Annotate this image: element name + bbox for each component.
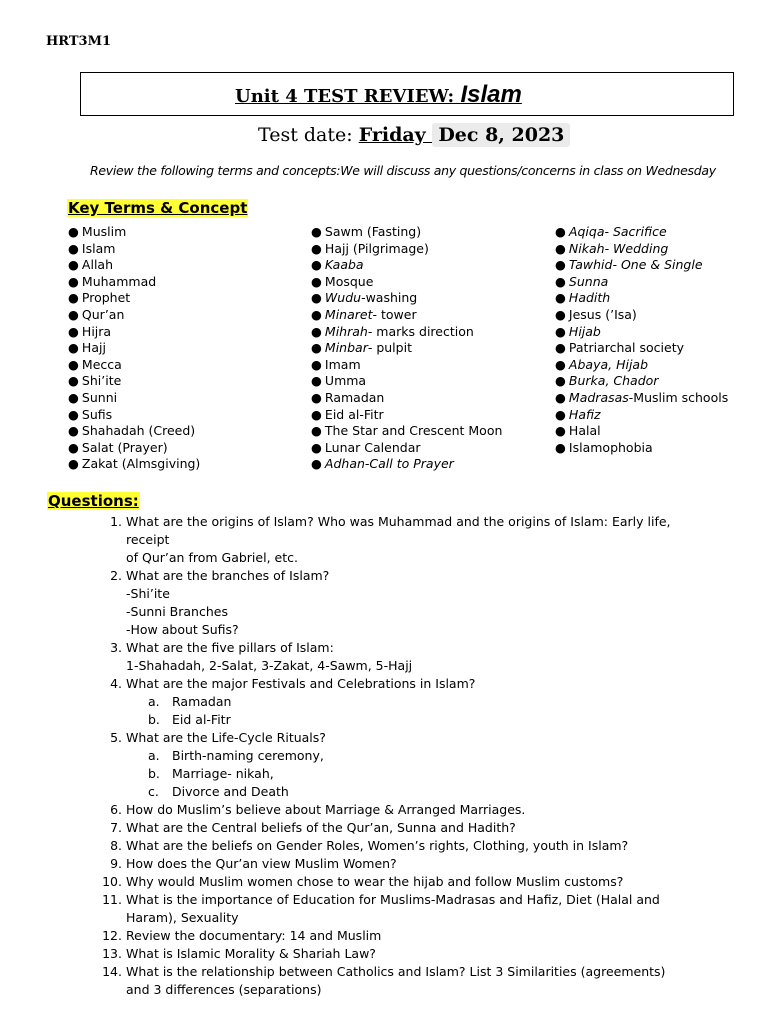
term-text: -Muslim schools <box>628 389 729 405</box>
bullet-icon: ● <box>311 373 322 389</box>
term-text: Prophet <box>81 290 131 306</box>
question-number: 9. <box>110 856 122 871</box>
bullet-icon: ● <box>555 257 566 273</box>
question-text: What is Islamic Morality & Shariah Law? <box>126 946 376 961</box>
term-text: Hijra <box>81 323 112 339</box>
terms-column-3 <box>555 224 728 456</box>
question-item <box>102 945 701 963</box>
term-item <box>311 357 502 374</box>
term-item <box>555 373 728 390</box>
question-number: 4. <box>110 676 122 691</box>
bullet-icon: ● <box>68 406 79 422</box>
term-text: Shi’ite <box>81 373 122 389</box>
terms-column-2 <box>311 224 502 473</box>
bullet-icon: ● <box>311 356 322 372</box>
term-italic: Aqiqa- Sacrifice <box>568 224 667 239</box>
page-title <box>235 81 522 109</box>
bullet-icon: ● <box>311 323 322 339</box>
bullet-icon: ● <box>68 439 79 455</box>
bullet-icon: ● <box>555 389 566 405</box>
bullet-icon: ● <box>311 456 322 472</box>
sub-item-text: Birth-naming ceremony, <box>172 748 324 763</box>
bullet-icon: ● <box>311 224 322 239</box>
question-text: and 3 differences (separations) <box>126 982 322 997</box>
bullet-icon: ● <box>555 224 566 239</box>
question-text: What are the beliefs on Gender Roles, Women’s rights, Clothing, youth in Islam? <box>126 838 629 853</box>
instructions: Review the following terms and concepts:We will discuss any questions/concerns in class on Wednesday <box>90 163 716 178</box>
bullet-icon: ● <box>68 423 79 439</box>
term-italic: Hijab <box>568 323 601 339</box>
term-item <box>555 257 728 274</box>
term-item <box>555 324 728 341</box>
question-item <box>102 927 701 945</box>
term-item <box>68 423 200 440</box>
bullet-icon: ● <box>68 389 79 405</box>
term-text: - pulpit <box>367 340 412 356</box>
bullet-icon: ● <box>555 290 566 306</box>
question-number: 11. <box>102 892 122 907</box>
bullet-icon: ● <box>68 224 79 239</box>
term-item <box>311 373 502 390</box>
terms-column-1 <box>68 224 200 473</box>
bullet-icon: ● <box>555 273 566 289</box>
title-prefix: Unit 4 TEST REVIEW: <box>235 86 461 107</box>
term-italic: Minbar <box>324 340 368 356</box>
term-text: Sawm (Fasting) <box>324 224 422 239</box>
sub-item-text: Ramadan <box>172 694 232 709</box>
term-text: Islam <box>81 240 116 256</box>
bullet-icon: ● <box>311 340 322 356</box>
term-item <box>68 357 200 374</box>
term-italic: Wudu <box>324 290 362 306</box>
term-item <box>311 407 502 424</box>
question-number: 3. <box>110 640 122 655</box>
bullet-icon: ● <box>311 406 322 422</box>
bullet-icon: ● <box>555 306 566 322</box>
bullet-icon: ● <box>555 240 566 256</box>
bullet-icon: ● <box>311 439 322 455</box>
question-item <box>102 873 701 891</box>
bullet-icon: ● <box>311 290 322 306</box>
sub-item <box>126 765 701 783</box>
term-text: Sufis <box>81 406 113 422</box>
term-item <box>555 307 728 324</box>
term-item <box>311 390 502 407</box>
bullet-icon: ● <box>68 290 79 306</box>
bullet-icon: ● <box>68 273 79 289</box>
term-italic: Minaret <box>324 306 373 322</box>
bullet-icon: ● <box>311 423 322 439</box>
test-date-value: Dec 8, 2023 <box>432 123 570 147</box>
question-text: -Shi’ite <box>126 586 170 601</box>
term-item <box>68 390 200 407</box>
term-italic: Nikah- Wedding <box>568 240 669 256</box>
question-number: 6. <box>110 802 122 817</box>
bullet-icon: ● <box>68 340 79 356</box>
question-text: What is the relationship between Catholics and Islam? List 3 Similarities (agreements) <box>126 964 666 979</box>
bullet-icon: ● <box>555 340 566 356</box>
question-text: How does the Qur’an view Muslim Women? <box>126 856 397 871</box>
term-item <box>311 241 502 258</box>
term-text: Mosque <box>324 273 374 289</box>
sub-item <box>126 747 701 765</box>
term-text: Patriarchal society <box>568 340 684 356</box>
term-text: Ramadan <box>324 389 385 405</box>
question-item <box>102 729 701 801</box>
term-text: Qur’an <box>81 306 125 322</box>
question-item <box>102 855 701 873</box>
term-text: - tower <box>372 306 417 322</box>
bullet-icon: ● <box>311 240 322 256</box>
term-item <box>555 290 728 307</box>
title-subject: Islam <box>460 81 522 108</box>
question-item <box>102 837 701 855</box>
title-box <box>80 72 734 116</box>
question-number: 12. <box>102 928 122 943</box>
term-item <box>68 274 200 291</box>
term-text: Hajj <box>81 340 106 356</box>
term-text: Zakat (Almsgiving) <box>81 456 201 472</box>
term-italic: Abaya, Hijab <box>568 356 649 372</box>
question-number: 13. <box>102 946 122 961</box>
question-item <box>102 675 701 729</box>
sub-item-text: Eid al-Fitr <box>172 712 231 727</box>
question-text: What is the importance of Education for Muslims-Madrasas and Hafiz, Diet (Halal and <box>126 892 660 907</box>
sub-item-label: a. <box>148 748 160 763</box>
term-text: -washing <box>361 290 418 306</box>
question-number: 5. <box>110 730 122 745</box>
bullet-icon: ● <box>311 306 322 322</box>
bullet-icon: ● <box>68 456 79 472</box>
term-item <box>311 340 502 357</box>
question-text: What are the Life-Cycle Rituals? <box>126 730 326 745</box>
term-item <box>68 307 200 324</box>
term-item <box>311 456 502 473</box>
question-item <box>102 891 701 927</box>
term-item <box>311 307 502 324</box>
term-text: Umma <box>324 373 367 389</box>
sub-item <box>126 693 701 711</box>
bullet-icon: ● <box>68 373 79 389</box>
sub-item <box>126 711 701 729</box>
question-text: -How about Sufis? <box>126 622 239 637</box>
term-item <box>555 440 728 457</box>
question-text: 1-Shahadah, 2-Salat, 3-Zakat, 4-Sawm, 5-Hajj <box>126 658 413 673</box>
term-item <box>555 423 728 440</box>
course-code: HRT3M1 <box>46 34 112 49</box>
sub-item-label: b. <box>148 712 160 727</box>
question-text: of Qur’an from Gabriel, etc. <box>126 550 298 565</box>
term-item <box>555 340 728 357</box>
bullet-icon: ● <box>555 323 566 339</box>
question-item <box>102 801 701 819</box>
term-item <box>68 407 200 424</box>
term-text: Jesus (’Isa) <box>568 306 637 322</box>
sub-item <box>126 783 701 801</box>
question-text: Haram), Sexuality <box>126 910 239 925</box>
term-item <box>68 290 200 307</box>
term-item <box>68 324 200 341</box>
term-item <box>555 357 728 374</box>
term-text: Lunar Calendar <box>324 439 421 455</box>
key-terms-heading: Key Terms & Concept <box>68 199 248 217</box>
question-text: What are the branches of Islam? <box>126 568 330 583</box>
term-italic: Hafiz <box>568 406 601 422</box>
bullet-icon: ● <box>555 406 566 422</box>
sub-item-text: Marriage- nikah, <box>172 766 274 781</box>
question-text: What are the five pillars of Islam: <box>126 640 334 655</box>
bullet-icon: ● <box>555 373 566 389</box>
term-item <box>555 274 728 291</box>
term-item <box>311 224 502 241</box>
term-text: Muslim <box>81 224 127 239</box>
question-number: 8. <box>110 838 122 853</box>
term-item <box>68 456 200 473</box>
bullet-icon: ● <box>555 356 566 372</box>
question-text: What are the major Festivals and Celebrations in Islam? <box>126 676 476 691</box>
question-text: What are the Central beliefs of the Qur’an, Sunna and Hadith? <box>126 820 516 835</box>
test-date-label: Test date: <box>258 124 359 146</box>
term-item <box>68 373 200 390</box>
term-item <box>311 274 502 291</box>
bullet-icon: ● <box>311 257 322 273</box>
term-item <box>68 224 200 241</box>
question-text: -Sunni Branches <box>126 604 228 619</box>
sub-item-label: c. <box>148 784 159 799</box>
bullet-icon: ● <box>311 273 322 289</box>
bullet-icon: ● <box>68 257 79 273</box>
question-text: What are the origins of Islam? Who was Muhammad and the origins of Islam: Early life, receipt <box>126 514 671 547</box>
bullet-icon: ● <box>68 306 79 322</box>
term-item <box>555 407 728 424</box>
term-text: Halal <box>568 423 601 439</box>
question-text: Review the documentary: 14 and Muslim <box>126 928 382 943</box>
term-text: Sunni <box>81 389 118 405</box>
question-text: How do Muslim’s believe about Marriage & Arranged Marriages. <box>126 802 526 817</box>
bullet-icon: ● <box>311 389 322 405</box>
term-italic: Tawhid- One & Single <box>568 257 703 273</box>
question-number: 10. <box>102 874 122 889</box>
term-item <box>555 224 728 241</box>
term-item <box>311 290 502 307</box>
bullet-icon: ● <box>68 240 79 256</box>
test-date-day: Friday <box>358 124 433 146</box>
term-text: - marks direction <box>367 323 474 339</box>
sub-item-text: Divorce and Death <box>172 784 289 799</box>
term-text: Imam <box>324 356 361 372</box>
bullet-icon: ● <box>68 356 79 372</box>
term-italic: Hadith <box>568 290 611 306</box>
term-text: Hajj (Pilgrimage) <box>324 240 429 256</box>
sub-item-label: b. <box>148 766 160 781</box>
sub-item-label: a. <box>148 694 160 709</box>
question-item <box>102 567 701 639</box>
term-italic: Adhan-Call to Prayer <box>324 456 454 472</box>
bullet-icon: ● <box>555 423 566 439</box>
term-italic: Kaaba <box>324 257 364 273</box>
term-item <box>555 241 728 258</box>
term-text: The Star and Crescent Moon <box>324 423 503 439</box>
term-text: Allah <box>81 257 114 273</box>
term-item <box>311 257 502 274</box>
term-text: Shahadah (Creed) <box>81 423 196 439</box>
question-number: 1. <box>110 514 122 529</box>
term-item <box>68 257 200 274</box>
term-italic: Burka, Chador <box>568 373 659 389</box>
question-number: 14. <box>102 964 122 979</box>
term-text: Salat (Prayer) <box>81 439 168 455</box>
question-item <box>102 819 701 837</box>
question-item <box>102 639 701 675</box>
term-item <box>311 324 502 341</box>
questions-list <box>102 513 701 999</box>
term-italic: Mihrah <box>324 323 368 339</box>
term-item <box>555 390 728 407</box>
question-item <box>102 513 701 567</box>
questions-heading: Questions: <box>48 492 139 510</box>
bullet-icon: ● <box>555 439 566 455</box>
test-date <box>258 124 570 146</box>
term-text: Islamophobia <box>568 439 653 455</box>
term-italic: Sunna <box>568 273 609 289</box>
term-item <box>311 423 502 440</box>
term-item <box>68 340 200 357</box>
term-text: Muhammad <box>81 273 157 289</box>
term-item <box>68 241 200 258</box>
term-item <box>311 440 502 457</box>
term-text: Mecca <box>81 356 122 372</box>
term-text: Eid al-Fitr <box>324 406 384 422</box>
bullet-icon: ● <box>68 323 79 339</box>
question-item <box>102 963 701 999</box>
question-number: 2. <box>110 568 122 583</box>
question-text: Why would Muslim women chose to wear the hijab and follow Muslim customs? <box>126 874 624 889</box>
term-item <box>68 440 200 457</box>
question-number: 7. <box>110 820 122 835</box>
term-italic: Madrasas <box>568 389 629 405</box>
